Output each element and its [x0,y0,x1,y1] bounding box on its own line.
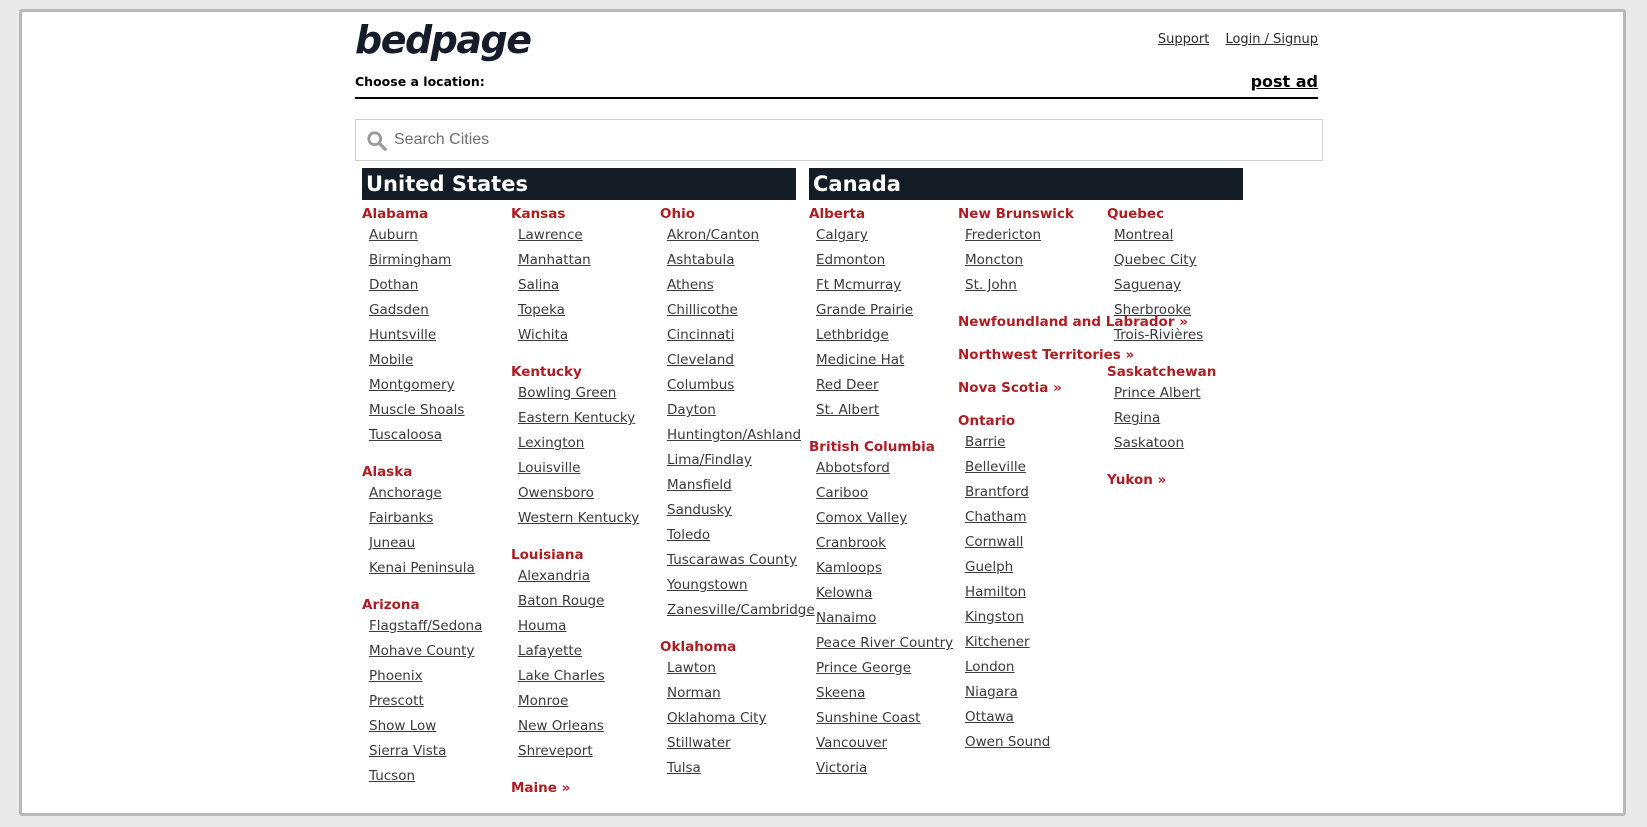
city-link-birmingham[interactable]: Birmingham [369,252,452,268]
country-header-united-states: United States [362,168,796,200]
city-link-abbotsford[interactable]: Abbotsford [816,460,890,476]
city-link-phoenix[interactable]: Phoenix [369,668,423,684]
city-link-grande-prairie[interactable]: Grande Prairie [816,302,914,318]
city-link-lexington[interactable]: Lexington [518,435,585,451]
city-link-cranbrook[interactable]: Cranbrook [816,535,886,551]
city-link-regina[interactable]: Regina [1114,410,1161,426]
city-link-mansfield[interactable]: Mansfield [667,477,732,493]
us-column-1 [362,206,512,789]
city-link-lawton[interactable]: Lawton [667,660,716,676]
city-link-tucson[interactable]: Tucson [369,768,416,784]
region-quebec: Quebec [1107,206,1165,222]
city-link-comox-valley[interactable]: Comox Valley [816,510,908,526]
city-link-hamilton[interactable]: Hamilton [965,584,1027,600]
city-link-norman[interactable]: Norman [667,685,721,701]
city-link-vancouver[interactable]: Vancouver [816,735,888,751]
support-link[interactable]: Support [1157,32,1210,47]
city-link-shreveport[interactable]: Shreveport [518,743,593,759]
city-link-fairbanks[interactable]: Fairbanks [369,510,434,526]
city-link-baton-rouge[interactable]: Baton Rouge [518,593,605,609]
city-link-chatham[interactable]: Chatham [965,509,1027,525]
city-link-st-john[interactable]: St. John [965,277,1017,293]
region-new-brunswick: New Brunswick [958,206,1074,222]
city-link-toledo[interactable]: Toledo [667,527,711,543]
city-link-flagstaff-sedona[interactable]: Flagstaff/Sedona [369,618,483,634]
city-link-cariboo[interactable]: Cariboo [816,485,869,501]
region-alabama: Alabama [362,206,429,222]
city-link-tuscarawas-county[interactable]: Tuscarawas County [667,552,798,568]
region-ohio: Ohio [660,206,695,222]
city-link-muscle-shoals[interactable]: Muscle Shoals [369,402,465,418]
city-link-cleveland[interactable]: Cleveland [667,352,734,368]
city-link-niagara[interactable]: Niagara [965,684,1018,700]
city-link-louisville[interactable]: Louisville [518,460,581,476]
city-link-cincinnati[interactable]: Cincinnati [667,327,735,343]
city-link-brantford[interactable]: Brantford [965,484,1029,500]
region-saskatchewan: Saskatchewan [1107,364,1217,380]
region-northwest-territories[interactable]: Northwest Territories » [958,347,1135,363]
ca-column-3 [1107,206,1257,489]
city-link-kitchener[interactable]: Kitchener [965,634,1030,650]
city-link-guelph[interactable]: Guelph [965,559,1014,575]
city-link-lawrence[interactable]: Lawrence [518,227,583,243]
region-louisiana: Louisiana [511,547,584,563]
city-link-trois-rivi-res[interactable]: Trois-Rivières [1114,327,1204,343]
city-link-oklahoma-city[interactable]: Oklahoma City [667,710,767,726]
login-signup-link[interactable]: Login / Signup [1225,32,1318,47]
city-link-ashtabula[interactable]: Ashtabula [667,252,735,268]
top-links [1146,32,1318,47]
choose-location-label: Choose a location: [355,74,485,89]
city-link-edmonton[interactable]: Edmonton [816,252,886,268]
region-kansas: Kansas [511,206,566,222]
city-link-huntington-ashland[interactable]: Huntington/Ashland [667,427,802,443]
city-link-anchorage[interactable]: Anchorage [369,485,442,501]
city-link-new-orleans[interactable]: New Orleans [518,718,604,734]
region-british-columbia: British Columbia [809,439,935,455]
city-link-fredericton[interactable]: Fredericton [965,227,1042,243]
city-link-medicine-hat[interactable]: Medicine Hat [816,352,905,368]
city-link-stillwater[interactable]: Stillwater [667,735,731,751]
city-link-chillicothe[interactable]: Chillicothe [667,302,738,318]
city-link-prince-george[interactable]: Prince George [816,660,911,676]
region-kentucky: Kentucky [511,364,582,380]
header-divider [355,97,1318,99]
city-link-quebec-city[interactable]: Quebec City [1114,252,1197,268]
city-link-mohave-county[interactable]: Mohave County [369,643,475,659]
city-link-sandusky[interactable]: Sandusky [667,502,732,518]
city-link-lima-findlay[interactable]: Lima/Findlay [667,452,752,468]
city-link-kelowna[interactable]: Kelowna [816,585,873,601]
city-link-nanaimo[interactable]: Nanaimo [816,610,877,626]
city-link-moncton[interactable]: Moncton [965,252,1023,268]
city-link-lake-charles[interactable]: Lake Charles [518,668,605,684]
search-icon [366,130,388,152]
city-link-mobile[interactable]: Mobile [369,352,414,368]
city-link-saguenay[interactable]: Saguenay [1114,277,1182,293]
post-ad-link[interactable]: post ad [1250,72,1318,91]
city-link-youngstown[interactable]: Youngstown [667,577,748,593]
city-link-columbus[interactable]: Columbus [667,377,735,393]
region-yukon[interactable]: Yukon » [1107,472,1167,488]
region-oklahoma: Oklahoma [660,639,737,655]
city-link-cornwall[interactable]: Cornwall [965,534,1024,550]
city-link-kenai-peninsula[interactable]: Kenai Peninsula [369,560,475,576]
city-link-lethbridge[interactable]: Lethbridge [816,327,889,343]
page-container [355,12,1323,812]
city-link-owen-sound[interactable]: Owen Sound [965,734,1051,750]
city-link-lafayette[interactable]: Lafayette [518,643,583,659]
city-link-huntsville[interactable]: Huntsville [369,327,437,343]
city-link-kingston[interactable]: Kingston [965,609,1024,625]
city-link-zanesville-cambridge[interactable]: Zanesville/Cambridge [667,602,815,618]
city-link-show-low[interactable]: Show Low [369,718,437,734]
city-link-houma[interactable]: Houma [518,618,567,634]
us-column-3 [660,206,815,781]
city-link-bowling-green[interactable]: Bowling Green [518,385,617,401]
ca-column-1 [809,206,959,781]
city-link-victoria[interactable]: Victoria [816,760,868,776]
region-nova-scotia[interactable]: Nova Scotia » [958,380,1062,396]
city-link-western-kentucky[interactable]: Western Kentucky [518,510,640,526]
bedpage-logo[interactable]: bedpage [355,18,531,62]
region-newfoundland-and-labrador[interactable]: Newfoundland and Labrador » [958,314,1188,330]
city-link-belleville[interactable]: Belleville [965,459,1026,475]
city-link-red-deer[interactable]: Red Deer [816,377,879,393]
city-link-juneau[interactable]: Juneau [369,535,416,551]
region-maine[interactable]: Maine » [511,780,571,796]
city-link-montgomery[interactable]: Montgomery [369,377,455,393]
city-link-akron-canton[interactable]: Akron/Canton [667,227,760,243]
browser-frame [19,9,1626,816]
city-link-athens[interactable]: Athens [667,277,714,293]
city-link-dayton[interactable]: Dayton [667,402,716,418]
city-link-calgary[interactable]: Calgary [816,227,868,243]
city-link-manhattan[interactable]: Manhattan [518,252,591,268]
region-alaska: Alaska [362,464,413,480]
city-link-barrie[interactable]: Barrie [965,434,1006,450]
city-link-peace-river-country[interactable]: Peace River Country [816,635,954,651]
city-link-ottawa[interactable]: Ottawa [965,709,1014,725]
city-link-alexandria[interactable]: Alexandria [518,568,591,584]
city-link-st-albert[interactable]: St. Albert [816,402,880,418]
city-link-sunshine-coast[interactable]: Sunshine Coast [816,710,921,726]
city-link-prince-albert[interactable]: Prince Albert [1114,385,1201,401]
city-link-salina[interactable]: Salina [518,277,560,293]
city-link-dothan[interactable]: Dothan [369,277,419,293]
city-link-tuscaloosa[interactable]: Tuscaloosa [369,427,443,443]
city-link-sierra-vista[interactable]: Sierra Vista [369,743,447,759]
search-input[interactable] [394,120,1294,160]
city-link-monroe[interactable]: Monroe [518,693,569,709]
city-link-gadsden[interactable]: Gadsden [369,302,429,318]
city-link-sherbrooke[interactable]: Sherbrooke [1114,302,1191,318]
city-link-eastern-kentucky[interactable]: Eastern Kentucky [518,410,636,426]
region-arizona: Arizona [362,597,420,613]
city-link-ft-mcmurray[interactable]: Ft Mcmurray [816,277,902,293]
us-column-2 [511,206,661,797]
city-link-kamloops[interactable]: Kamloops [816,560,882,576]
city-link-skeena[interactable]: Skeena [816,685,866,701]
city-link-prescott[interactable]: Prescott [369,693,424,709]
city-link-wichita[interactable]: Wichita [518,327,569,343]
city-link-tulsa[interactable]: Tulsa [667,760,701,776]
region-ontario: Ontario [958,413,1016,429]
country-header-canada: Canada [809,168,1243,200]
city-link-london[interactable]: London [965,659,1015,675]
search-box[interactable] [355,119,1323,161]
city-link-saskatoon[interactable]: Saskatoon [1114,435,1185,451]
city-link-auburn[interactable]: Auburn [369,227,418,243]
region-alberta: Alberta [809,206,866,222]
city-link-owensboro[interactable]: Owensboro [518,485,594,501]
city-link-topeka[interactable]: Topeka [518,302,565,318]
city-link-montreal[interactable]: Montreal [1114,227,1174,243]
